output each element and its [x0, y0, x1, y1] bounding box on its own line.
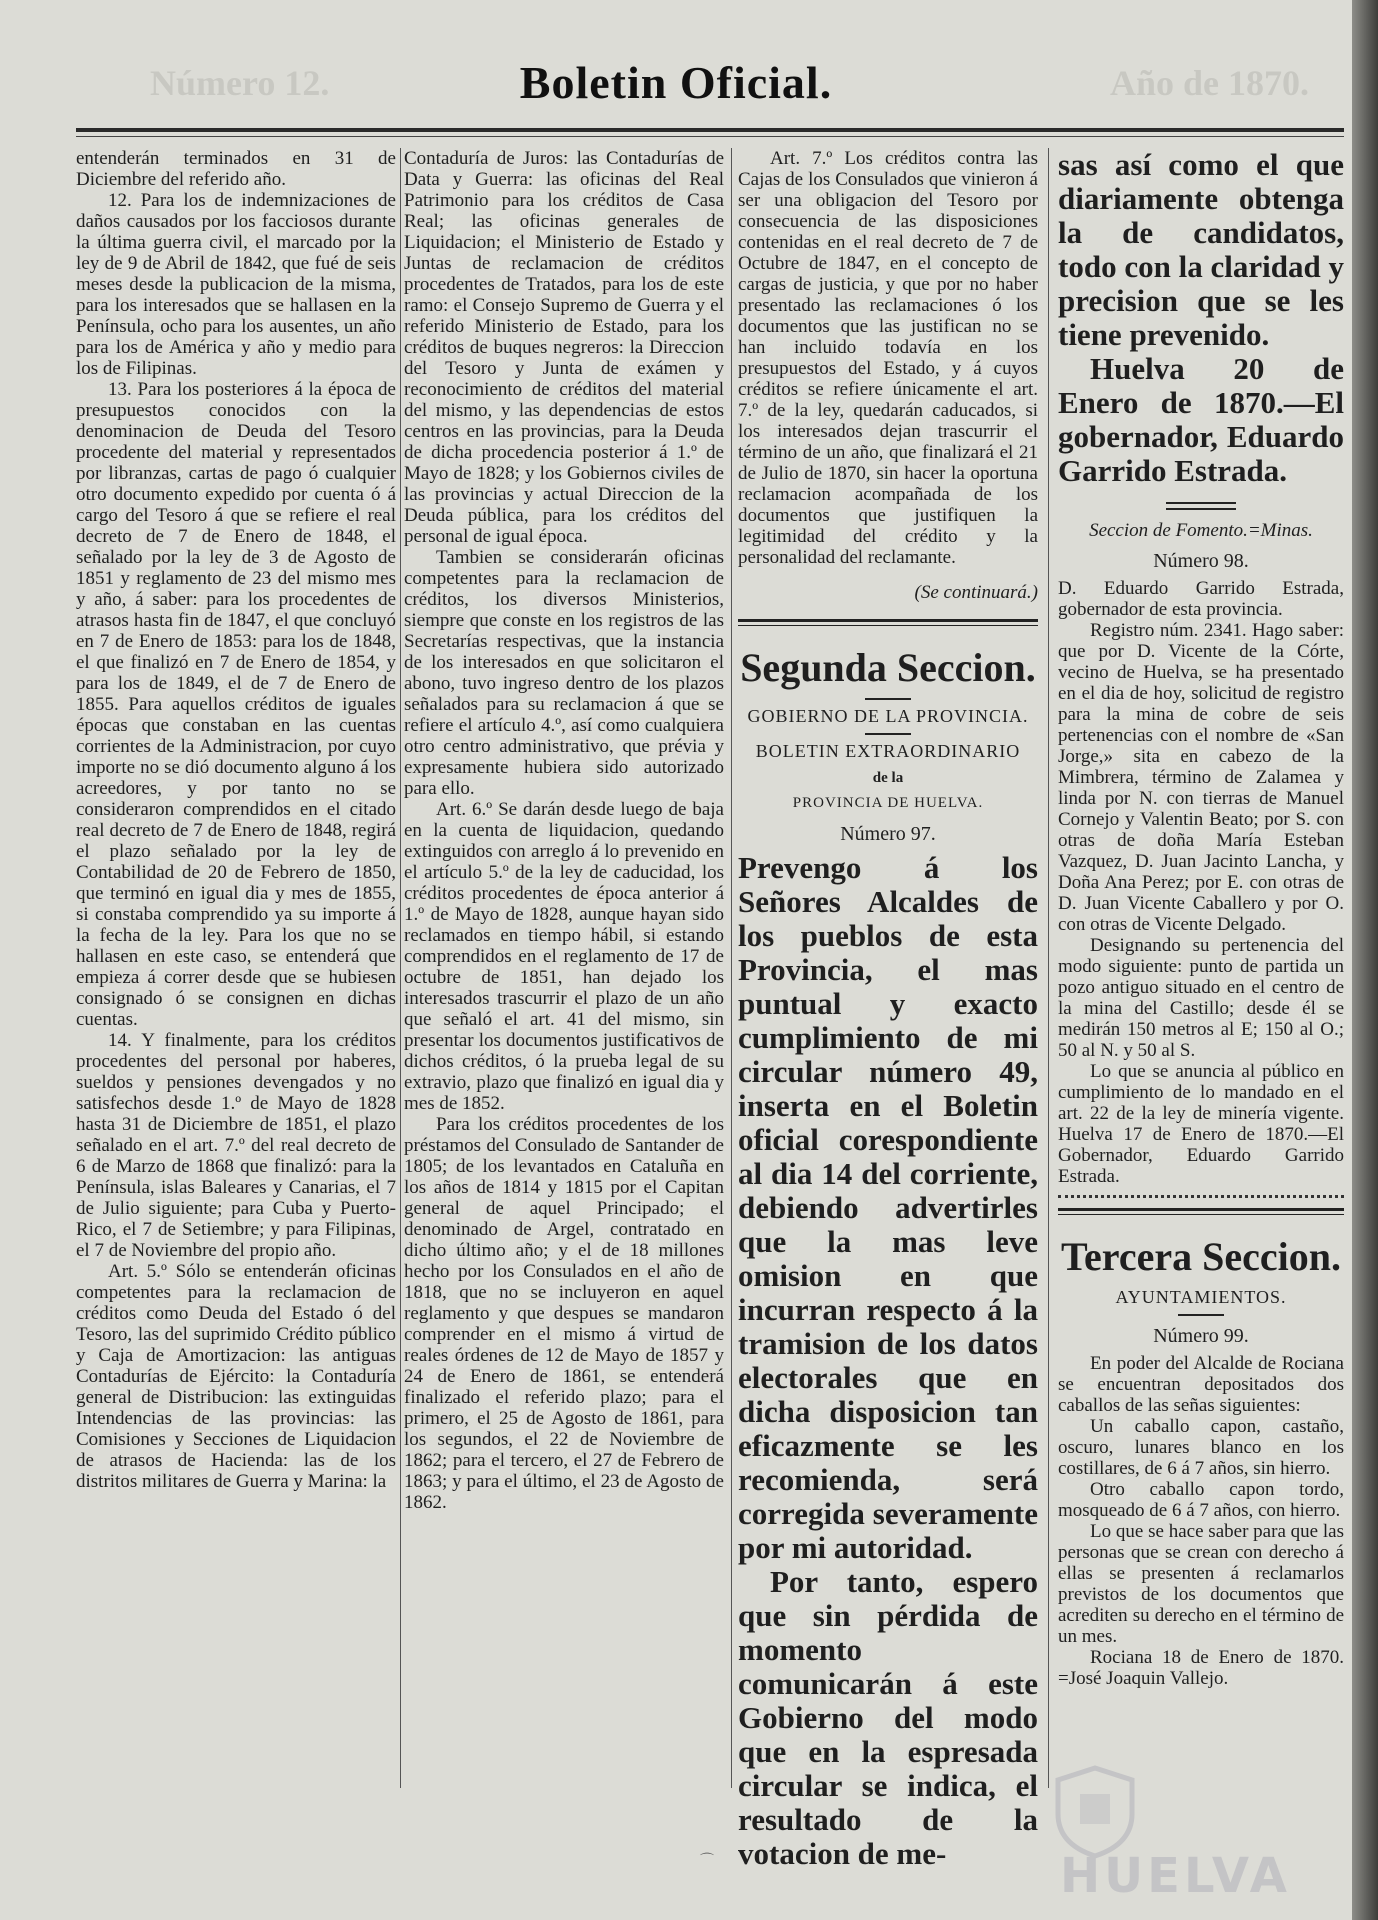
masthead-title: Boletin Oficial.: [519, 57, 833, 108]
ayuntamientos-heading: AYUNTAMIENTOS.: [1115, 1287, 1287, 1307]
header-rule: [76, 128, 1344, 132]
double-rule: [1166, 502, 1236, 510]
de-la-text: de la: [872, 770, 904, 786]
circular-text-continued: [1058, 148, 1344, 488]
column-divider: [731, 148, 732, 1788]
column-2: [404, 148, 724, 1513]
numero-99: Número 99.: [1153, 1325, 1249, 1347]
short-rule: [865, 733, 911, 735]
paragraph: sas así como el que diariamente obtenga la de candidatos, todo con la claridad y precision que se les tiene prevenido.: [1058, 147, 1344, 352]
section-rule: [1058, 1208, 1344, 1215]
paragraph: Tambien se considerarán oficinas competentes para la reclamacion de créditos, los diversos Ministerios, siempre que conste en los registros de las Secretarías respectivas, que la instancia de los interesados en que solicitaron el abono, tuvo ingreso dentro de los plazos señalados para su reclamacion á que se refiere el artículo 4.º, así como cualquiera otro centro administrativo, que prévia y expresamente hubiera sido autorizado para ello.: [404, 547, 724, 799]
column-4: [1058, 148, 1344, 1689]
print-mark: ⌒: [700, 1853, 714, 1869]
paragraph: Para los créditos procedentes de los préstamos del Consulado de Santander de 1805; de los levantados en Cataluña en los años de 1814 y 1815 por el Capitan general de aquel Principado; el denominado de Argel, contratado en dicho último año; y el de 18 millones hecho por los Consulados en el año de 1818, que no se incluyeron en aquel reglamento y que despues se mandaron comprender en el mismo á virtud de reales órdenes de 12 de Mayo de 1857 y 24 de Enero de 1861, se entenderá finalizado el referido plazo; para el primero, el 25 de Agosto de 1861, para los segundos, el 22 de Noviembre de 1862; para el tercero, el 27 de Febrero de 1863; y para el último, el 23 de Agosto de 1862.: [404, 1114, 724, 1513]
paragraph: Prevengo á los Señores Alcaldes de los pueblos de esta Provincia, el mas puntual y exacto cumplimiento de mi circular número 49, inserta en el Boletin oficial corespondiente al dia 14 del corriente, debiendo advertirles que la mas leve omision en que incurran respecto á la tramision de los datos electorales que en dicha disposicion tan eficazmente se les recomienda, será corregida severamente por mi autoridad.: [738, 850, 1038, 1565]
dotted-rule: [1058, 1195, 1344, 1198]
paragraph: 12. Para los de indemnizaciones de daños causados por los facciosos durante la última guerra civil, el marcado por la ley de 9 de Abril de 1842, que fué de seis meses desde la publicacion de la misma, para los interesados que se hallasen en la Península, ocho para los ausentes, un año para los de América y año y medio para los de Filipinas.: [76, 190, 396, 379]
seccion-fomento-heading: Seccion de Fomento.=Minas.: [1089, 520, 1313, 541]
paragraph: Rociana 18 de Enero de 1870. =José Joaquin Vallejo.: [1058, 1647, 1344, 1689]
numero-98: Número 98.: [1153, 550, 1249, 572]
paragraph: Por tanto, espero que sin pérdida de momento comunicarán á este Gobierno del modo que en la espresada circular se indica, el resultado de la votacion de me-: [738, 1564, 1038, 1871]
paragraph: En poder del Alcalde de Rociana se encuentran depositados dos caballos de las señas siguientes:: [1058, 1353, 1344, 1416]
paragraph: Otro caballo capon tordo, mosqueado de 6 á 7 años, con hierro.: [1058, 1479, 1344, 1521]
short-rule: [865, 698, 911, 700]
continued-note: (Se continuará.): [914, 582, 1038, 603]
page-edge: [1352, 0, 1378, 1920]
column-3: [738, 148, 1038, 1871]
paragraph: Huelva 20 de Enero de 1870.—El gobernador, Eduardo Garrido Estrada.: [1058, 351, 1344, 488]
provincia-heading: PROVINCIA DE HUELVA.: [792, 795, 984, 811]
short-rule: [1178, 1314, 1224, 1316]
numero-97: Número 97.: [840, 823, 936, 845]
header-rule-thin: [76, 136, 1344, 137]
paragraph: Un caballo capon, castaño, oscuro, lunares blanco en los costillares, de 6 á 7 años, sin hierro.: [1058, 1416, 1344, 1479]
paragraph: Lo que se hace saber para que las personas que se crean con derecho á ellas se presenten á reclamarlos previstos de los documentos que acrediten su derecho en el término de un mes.: [1058, 1521, 1344, 1647]
paragraph: D. Eduardo Garrido Estrada, gobernador de esta provincia.: [1058, 578, 1344, 620]
column-1: [76, 148, 396, 1492]
section-rule: [738, 619, 1038, 626]
boletin-extraordinario-heading: BOLETIN EXTRAORDINARIO: [755, 741, 1021, 761]
paragraph: 14. Y finalmente, para los créditos procedentes del personal por haberes, sueldos y pensiones devengados y no satisfechos desde 1.º de Mayo de 1828 hasta 31 de Diciembre de 1851, el plazo señalado en el art. 7.º del real decreto de 6 de Marzo de 1868 que finalizó: para la Península, islas Baleares y Canarias, el 7 de Julio siguiente; para Cuba y Puerto-Rico, el 7 de Setiembre; y para Filipinas, el 7 de Noviembre del propio año.: [76, 1030, 396, 1261]
gobierno-heading: GOBIERNO DE LA PROVINCIA.: [747, 706, 1029, 726]
section-title-segunda: Segunda Seccion.: [740, 645, 1036, 690]
paragraph: Contaduría de Juros: las Contadurías de Data y Guerra: las oficinas del Real Patrimonio para los créditos de Casa Real; las oficinas generales de Liquidacion; el Ministerio de Estado y Juntas de reclamacion de créditos procedentes de Tratados, para los de este ramo: el Consejo Supremo de Guerra y el referido Ministerio de Estado, para los créditos de buques negreros: la Direccion del Tesoro y Junta de exámen y reconocimiento de créditos del material del mismo, y las dependencias de estos centros en las provincias, para la Deuda de dicha procedencia posterior á 1.º de Mayo de 1828; y los Gobiernos civiles de las provincias y actual Direccion de la Deuda pública, para los créditos del personal de igual época.: [404, 148, 724, 547]
huelva-watermark: HUELVA: [1060, 1848, 1291, 1904]
paragraph: Art. 7.º Los créditos contra las Cajas de los Consulados que vinieron á ser una obligacion del Tesoro por consecuencia de las disposiciones contenidas en el real decreto de 7 de Octubre de 1847, en el concepto de cargas de justicia, y que por no haber presentado las reclamaciones ó los documentos que las justifican no se han incluido todavía en los presupuestos del Estado, y á cuyos créditos se refiere únicamente el art. 7.º de la ley, quedarán caducados, si los interesados dejan trascurrir el término de un año, que finalizará el 21 de Julio de 1870, sin hacer la oportuna reclamacion acompañada de los documentos que justifiquen la legitimidad del crédito y la personalidad del reclamante.: [738, 148, 1038, 568]
coat-of-arms-watermark-icon: [1050, 1764, 1140, 1860]
faded-issue-number: Número 12.: [150, 63, 330, 103]
column-divider: [1048, 148, 1049, 1788]
section-title-tercera: Tercera Seccion.: [1061, 1234, 1341, 1279]
paragraph: Lo que se anuncia al público en cumplimiento de lo mandado en el art. 22 de la ley de minería vigente. Huelva 17 de Enero de 1870.—El Gobernador, Eduardo Garrido Estrada.: [1058, 1061, 1344, 1187]
paragraph: entenderán terminados en 31 de Diciembre del referido año.: [76, 148, 396, 190]
paragraph: Art. 5.º Sólo se entenderán oficinas competentes para la reclamacion de créditos como Deuda del Estado ó del Tesoro, las del suprimido Crédito público y Caja de Amortizacion: las antiguas Contadurías de Ejército: la Contaduría general de Distribucion: las extinguidas Intendencias de las provincias: las Comisiones y Secciones de Liquidacion de atrasos de Hacienda: las de los distritos militares de Guerra y Marina: la: [76, 1261, 396, 1492]
circular-text: [738, 851, 1038, 1871]
paragraph: Art. 6.º Se darán desde luego de baja en la cuenta de liquidacion, quedando extinguidos con arreglo á lo prevenido en el artículo 5.º de la ley de caducidad, los créditos procedentes de época anterior á 1.º de Mayo de 1828, aunque hayan sido reclamados en tiempo hábil, si estando comprendidos en el reglamento de 17 de octubre de 1851, han dejado los interesados trascurrir el plazo de un año que señaló el art. 41 del mismo, sin presentar los documentos justificativos de dichos créditos, ó la prueba legal de su extravio, plazo que finalizó en igual dia y mes de 1852.: [404, 799, 724, 1114]
paragraph: Registro núm. 2341. Hago saber: que por D. Vicente de la Córte, vecino de Huelva, se ha presentado en el dia de hoy, solicitud de registro para la mina de cobre de seis pertenencias con el nombre de «San Jorge,» sita en cabezo de la Mimbrera, término de Zalamea y linda por N. con tierras de Manuel Cornejo y Valentin Beato; por S. con otras de doña María Esteban Vazquez, D. Juan Jacinto Lancha, y Doña Ana Perez; por E. con otras de D. Juan Vicente Caballero y por O. con otras de Vicente Delgado.: [1058, 620, 1344, 935]
paragraph: Designando su pertenencia del modo siguiente: punto de partida un pozo antiguo situado en el centro de la mina del Castillo; desde él se medirán 150 metros al E; 150 al O.; 50 al N. y 50 al S.: [1058, 935, 1344, 1061]
column-divider: [400, 148, 401, 1788]
faded-issue-year: Año de 1870.: [1110, 63, 1310, 103]
paragraph: 13. Para los posteriores á la época de presupuestos conocidos con la denominacion de Deuda del Tesoro procedente del material y representados por libranzas, cartas de pago ó cualquier otro documento expedido por cuenta ó á cargo del Tesoro á que se refiere el real decreto de 7 de Enero de 1848, el señalado por la ley de 3 de Agosto de 1851 y reglamento de 23 del mismo mes y año, á saber: para los procedentes de atrasos hasta fin de 1847, el que concluyó en 7 de Enero de 1853: para los de 1848, el que finalizó en 7 de Enero de 1854, y para los de 1849, el de 7 de Enero de 1855. Para aquellos créditos de iguales épocas que constaban en las cuentas corrientes de la Administracion, por cuyo importe no se dió documento alguno á los acreedores, y por tanto no se consideraron comprendidos en el citado real decreto de 7 de Enero de 1848, regirá el plazo señalado por la ley de Contabilidad de 20 de Febrero de 1850, que terminó en igual dia y mes de 1855, si constaba comprendido ya su importe á la fecha de la ley. Para los que no se hallasen en este caso, se entenderá que empieza á correr desde que se hubiesen consignado ó se consignen en dichas cuentas.: [76, 379, 396, 1030]
